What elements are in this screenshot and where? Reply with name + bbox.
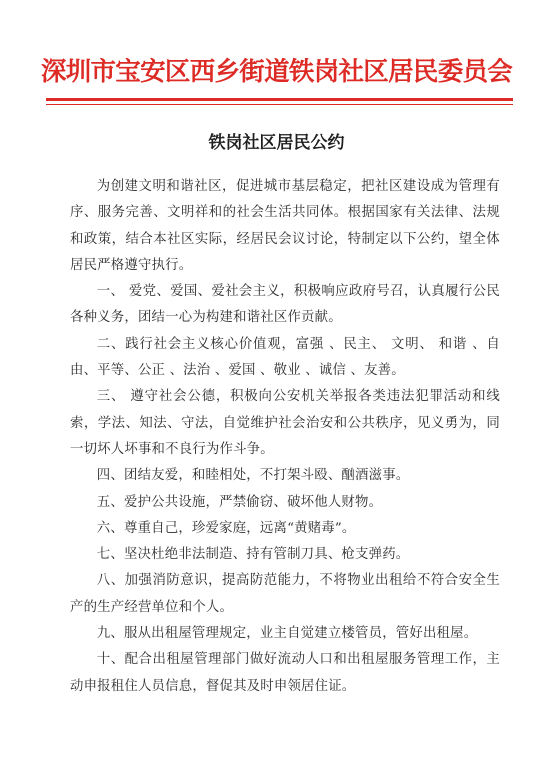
header-rule-thin [46,104,513,105]
paragraph-article-8: 八、加强消防意识，提高防范能力，不将物业出租给不符合安全生产的生产经营单位和个人。 [70,573,500,615]
paragraph-article-5: 五、爱护公共设施，严禁偷窃、破坏他人财物。 [96,494,383,510]
paragraph-preamble: 为创建文明和谐社区，促进城市基层稳定，把社区建设成为管理有序、服务完善、文明祥和的社会生活共同体。根据国家有关法律、法规和政策，结合本社区实际，经居民会议讨论，特制定以下公约，望全体居民严格遵守执行。 [70,179,500,273]
paragraph-article-10: 十、配合出租屋管理部门做好流动人口和出租屋服务管理工作，主动申报租住人员信息，督促其及时申领居住证。 [70,652,500,694]
paragraph-article-2: 二、践行社会主义核心价值观，富强 、民主、 文明、 和谐 、自由、平等、公正 、法治 、爱国 、敬业 、诚信 、友善。 [70,336,500,379]
paragraph-article-1: 一、 爱党、爱国、爱社会主义，积极响应政府号召，认真履行公民各种义务，团结一心为构建和谐社区作贡献。 [70,284,500,326]
paragraph-article-6: 六、尊重自己，珍爱家庭，远离“黄赌毒”。 [96,520,356,536]
document-body [70,174,500,700]
header-rule-thick [46,98,513,101]
organization-header: 深圳市宝安区西乡街道铁岗社区居民委员会 [40,57,513,87]
paragraph-article-9: 九、服从出租屋管理规定，业主自觉建立楼管员，管好出租屋。 [96,626,478,642]
paragraph-article-3: 三、 遵守社会公德，积极向公安机关举报各类违法犯罪活动和线索，学法、知法、守法，自觉维护社会治安和公共秩序，见义勇为，同一切坏人坏事和不良行为作斗争。 [70,389,500,457]
paragraph-article-4: 四、团结友爱，和睦相处，不打架斗殴、酗酒滋事。 [96,468,410,484]
document-title: 铁岗社区居民公约 [208,133,345,153]
paragraph-article-7: 七、坚决杜绝非法制造、持有管制刀具、枪支弹药。 [96,547,410,563]
